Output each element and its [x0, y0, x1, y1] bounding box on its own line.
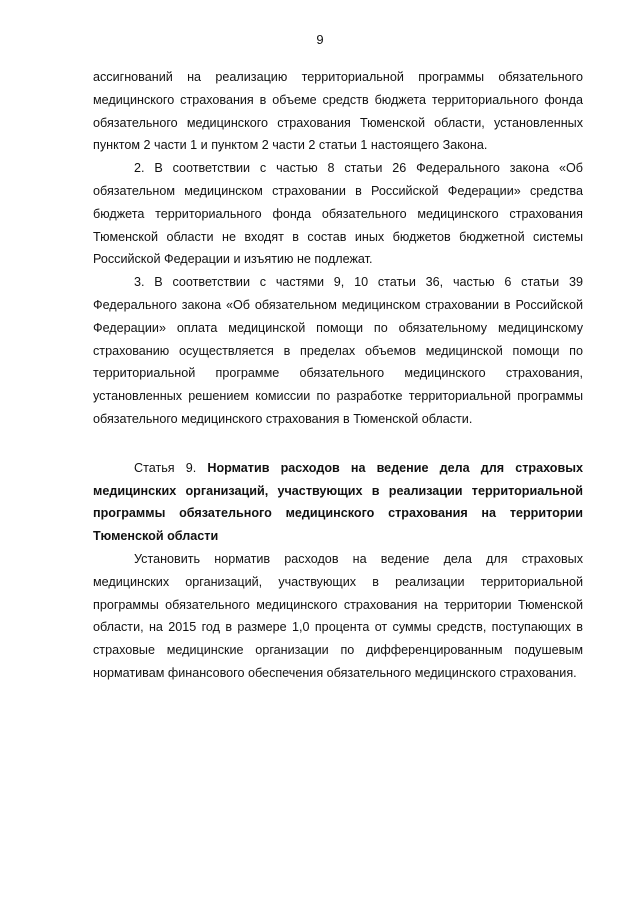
article-body: Установить норматив расходов на ведение дела для страховых медицинских организаций, участвующих в реализации территориальной программы обязательного медицинского страхования на территории Тюменской области, на 2015 год в размере 1,0 процента от суммы средств, поступающих в страховые медицинские организации по дифференцированным подушевым нормативам финансового обеспечения обязательного медицинского страхования. [93, 551, 583, 680]
paragraph-continuation: ассигнований на реализацию территориальной программы обязательного медицинского страхования в объеме средств бюджета территориального фонда обязательного медицинского страхования Тюменской области, установленных пунктом 2 части 1 и пунктом 2 части 2 статьи 1 настоящего Закона. [93, 70, 583, 153]
paragraph-item-2: 2. В соответствии с частью 8 статьи 26 Федерального закона «Об обязательном медицинском страховании в Российской Федерации» средства бюджета территориального фонда обязательного медицинского страхования Тюменской области не входят в состав иных бюджетов бюджетной системы Российской Федерации и изъятию не подлежат. [93, 161, 583, 267]
paragraph-item-3: 3. В соответствии с частями 9, 10 статьи 36, частью 6 статьи 39 Федерального закона «Об обязательном медицинском страховании в Российской Федерации» оплата медицинской помощи по обязательному медицинскому страхованию осуществляется в пределах объемов медицинской помощи по территориальной программе обязательного медицинского страхования, установленных решением комиссии по разработке территориальной программы обязательного медицинского страхования в Тюменской области. [93, 275, 583, 426]
page-number: 9 [316, 32, 324, 47]
section-spacer [93, 431, 583, 457]
article-label: Статья 9. [134, 460, 197, 475]
document-body [93, 66, 583, 685]
article-title: Норматив расходов на ведение дела для страховых медицинских организаций, участвующих в реализации территориальной программы обязательного медицинского страхования на территории Тюменской области [93, 460, 583, 544]
article-heading [93, 457, 583, 548]
